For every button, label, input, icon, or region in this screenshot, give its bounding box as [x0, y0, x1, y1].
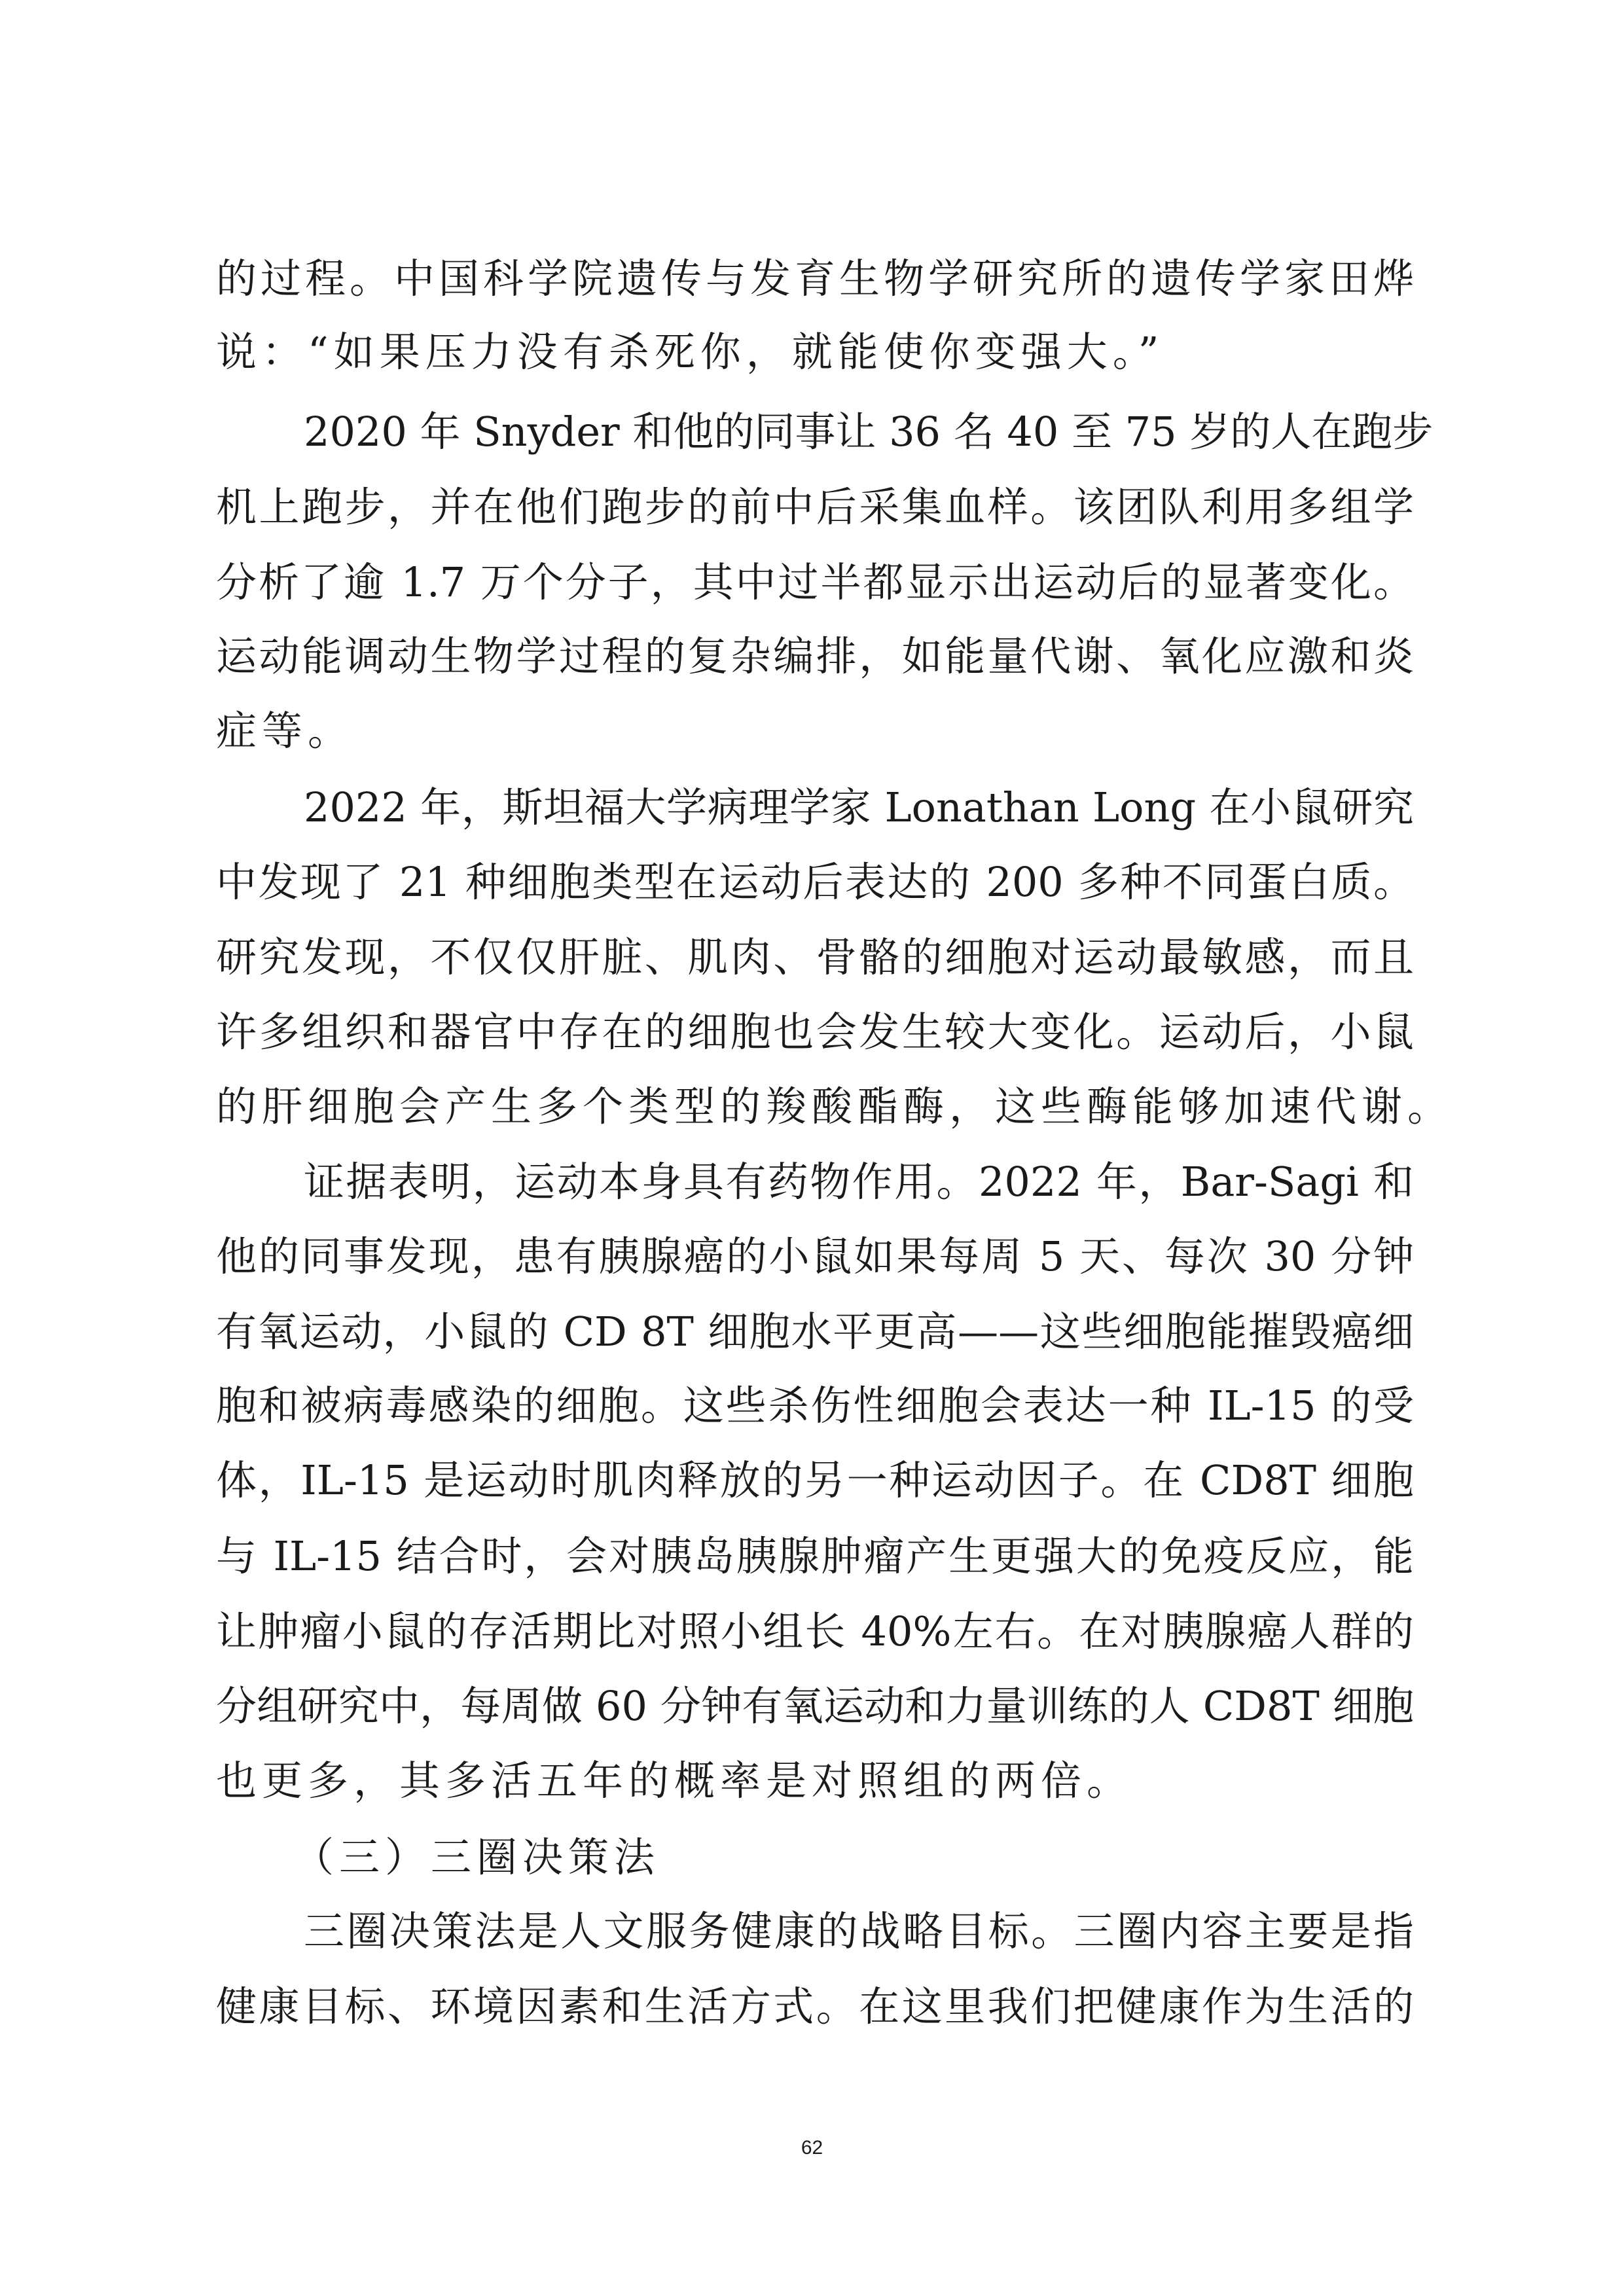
text-line-16: 胞和被病毒感染的细胞。这些杀伤性细胞会表达一种 IL-15 的受: [216, 1382, 1414, 1429]
text-line-6: 运动能调动生物学过程的复杂编排，如能量代谢、氧化应激和炎: [216, 632, 1414, 680]
text-line-18: 与 IL-15 结合时，会对胰岛胰腺肿瘤产生更强大的免疫反应，能: [216, 1532, 1414, 1580]
text-line-2: 说：“如果压力没有杀死你，就能使你变强大。”: [216, 328, 1164, 376]
text-line-17: 体，IL-15 是运动时肌肉释放的另一种运动因子。在 CD8T 细胞: [216, 1456, 1414, 1504]
text-line-5: 分析了逾 1.7 万个分子，其中过半都显示出运动后的显著变化。: [216, 558, 1414, 606]
paragraph-2-first-line: 2022 年，斯坦福大学病理学家 Lonathan Long 在小鼠研究: [304, 783, 1414, 831]
text-line-11: 许多组织和器官中存在的细胞也会发生较大变化。运动后，小鼠: [216, 1008, 1414, 1056]
paragraph-4-first-line: 三圈决策法是人文服务健康的战略目标。三圈内容主要是指: [304, 1907, 1414, 1955]
section-heading: （三）三圈决策法: [293, 1833, 660, 1881]
text-line-24: 健康目标、环境因素和生活方式。在这里我们把健康作为生活的: [216, 1982, 1414, 2030]
paragraph-3-first-line: 证据表明，运动本身具有药物作用。2022 年，Bar-Sagi 和: [304, 1158, 1414, 1206]
text-line-20: 分组研究中，每周做 60 分钟有氧运动和力量训练的人 CD8T 细胞: [216, 1682, 1414, 1730]
text-line-4: 机上跑步，并在他们跑步的前中后采集血样。该团队利用多组学: [216, 483, 1414, 531]
text-line-1: 的过程。中国科学院遗传与发育生物学研究所的遗传学家田烨: [216, 255, 1414, 302]
text-line-14: 他的同事发现，患有胰腺癌的小鼠如果每周 5 天、每次 30 分钟: [216, 1232, 1414, 1280]
text-line-7: 症等。: [216, 707, 354, 755]
text-line-15: 有氧运动，小鼠的 CD 8T 细胞水平更高——这些细胞能摧毁癌细: [216, 1308, 1414, 1355]
text-line-19: 让肿瘤小鼠的存活期比对照小组长 40%左右。在对胰腺癌人群的: [216, 1607, 1414, 1655]
paragraph-1-first-line: 2020 年 Snyder 和他的同事让 36 名 40 至 75 岁的人在跑步: [304, 408, 1434, 456]
text-line-12: 的肝细胞会产生多个类型的羧酸酯酶，这些酶能够加速代谢。: [216, 1083, 1454, 1130]
text-line-9: 中发现了 21 种细胞类型在运动后表达的 200 多种不同蛋白质。: [216, 858, 1414, 906]
text-line-10: 研究发现，不仅仅肝脏、肌肉、骨骼的细胞对运动最敏感，而且: [216, 933, 1414, 981]
text-line-21: 也更多，其多活五年的概率是对照组的两倍。: [216, 1757, 1133, 1804]
page-number: 62: [801, 2137, 823, 2159]
